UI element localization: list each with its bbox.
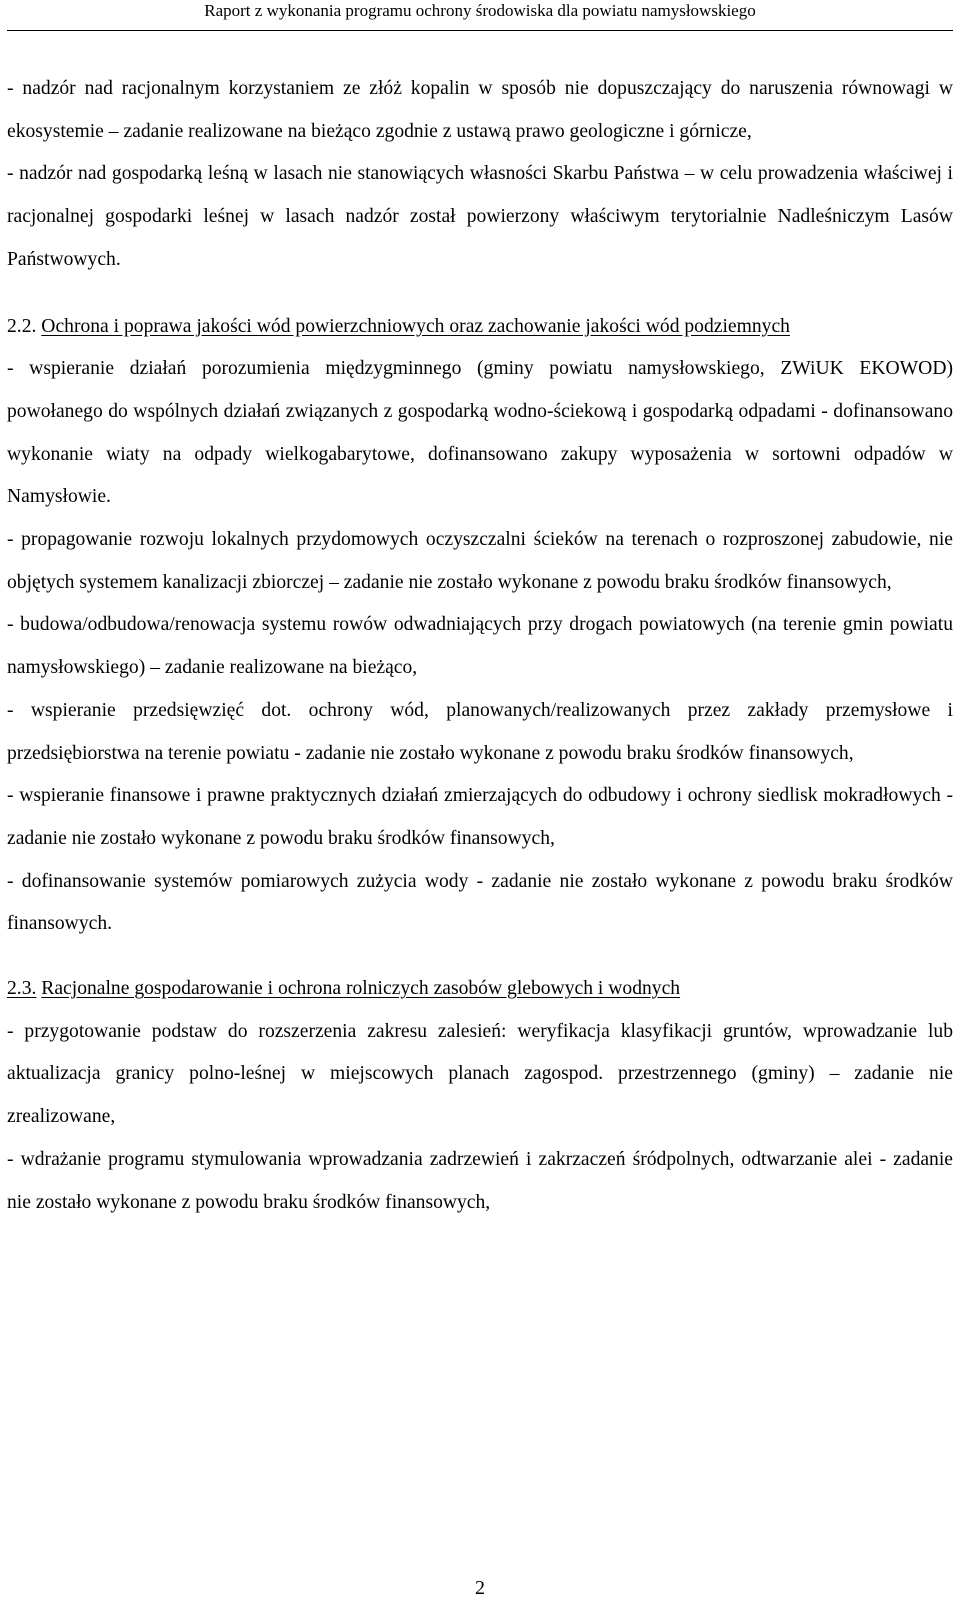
section-2-2-title: Ochrona i poprawa jakości wód powierzchniowych oraz zachowanie jakości wód podziemnych (41, 315, 790, 337)
section-2-3-number: 2.3. (7, 978, 37, 1000)
section-2-2-item-1: - wspieranie działań porozumienia międzygminnego (gminy powiatu namysłowskiego, ZWiUK EKOWOD) powołanego do wspólnych działań związanych z gospodarką wodno-ściekową i gospodarką odpadami - dofinansowano wykonanie wiaty na odpady wielkogabarytowe, dofinansowano zakupy wyposażenia w sortowni odpadów w Namysłowie. (7, 358, 953, 508)
section-2-2-item-3: - budowa/odbudowa/renowacja systemu rowów odwadniających przy drogach powiatowych (na terenie gmin powiatu namysłowskiego) – zadanie realizowane na bieżąco, (7, 614, 953, 679)
page-number: 2 (475, 1577, 485, 1599)
running-header-title: Raport z wykonania programu ochrony środowiska dla powiatu namysłowskiego (204, 1, 756, 20)
section-2-2-heading (7, 306, 953, 349)
section-2-3-heading (7, 968, 953, 1011)
section-2-2-item-6: - dofinansowanie systemów pomiarowych zużycia wody - zadanie nie zostało wykonane z powodu braku środków finansowych. (7, 870, 953, 935)
section-2-3-title: Racjonalne gospodarowanie i ochrona rolniczych zasobów glebowych i wodnych (41, 978, 681, 1000)
section-2-3-item-2: - wdrażanie programu stymulowania wprowadzania zadrzewień i zakrzaczeń śródpolnych, odtwarzanie alei - zadanie nie zostało wykonane z powodu braku środków finansowych, (7, 1148, 953, 1213)
spacer (7, 946, 953, 968)
section-2-2-item-2: - propagowanie rozwoju lokalnych przydomowych oczyszczalni ścieków na terenach o rozproszonej zabudowie, nie objętych systemem kanalizacji zbiorczej – zadanie nie zostało wykonane z powodu braku środków finansowych, (7, 529, 953, 593)
spacer (7, 282, 953, 306)
section-2-3-item-1: - przygotowanie podstaw do rozszerzenia zakresu zalesień: weryfikacja klasyfikacji gruntów, wprowadzanie lub aktualizacja granicy polno-leśnej w miejscowych planach zagospod. przestrzennego (gminy) – zadanie nie zrealizowane, (7, 1020, 953, 1128)
paragraph-mineral-deposits: - nadzór nad racjonalnym korzystaniem ze złóż kopalin w sposób nie dopuszczający do naruszenia równowagi w ekosystemie – zadanie realizowane na bieżąco zgodnie z ustawą prawo geologiczne i górnicze, (7, 78, 953, 142)
section-2-2-item-5: - wspieranie finansowe i prawne praktycznych działań zmierzających do odbudowy i ochrony siedlisk mokradłowych - zadanie nie zostało wykonane z powodu braku środków finansowych, (7, 785, 953, 849)
section-2-2-item-4: - wspieranie przedsięwzięć dot. ochrony wód, planowanych/realizowanych przez zakłady przemysłowe i przedsiębiorstwa na terenie powiatu - zadanie nie zostało wykonane z powodu braku środków finansowych, (7, 699, 953, 764)
paragraph-forest-management: - nadzór nad gospodarką leśną w lasach nie stanowiących własności Skarbu Państwa – w celu prowadzenia właściwej i racjonalnej gospodarki leśnej w lasach nadzór został powierzony właściwym terytorialnie Nadleśniczym Lasów Państwowych. (7, 163, 953, 270)
running-header (7, 0, 953, 31)
page-content (7, 68, 953, 1224)
section-2-2-number: 2.2. (7, 315, 37, 337)
